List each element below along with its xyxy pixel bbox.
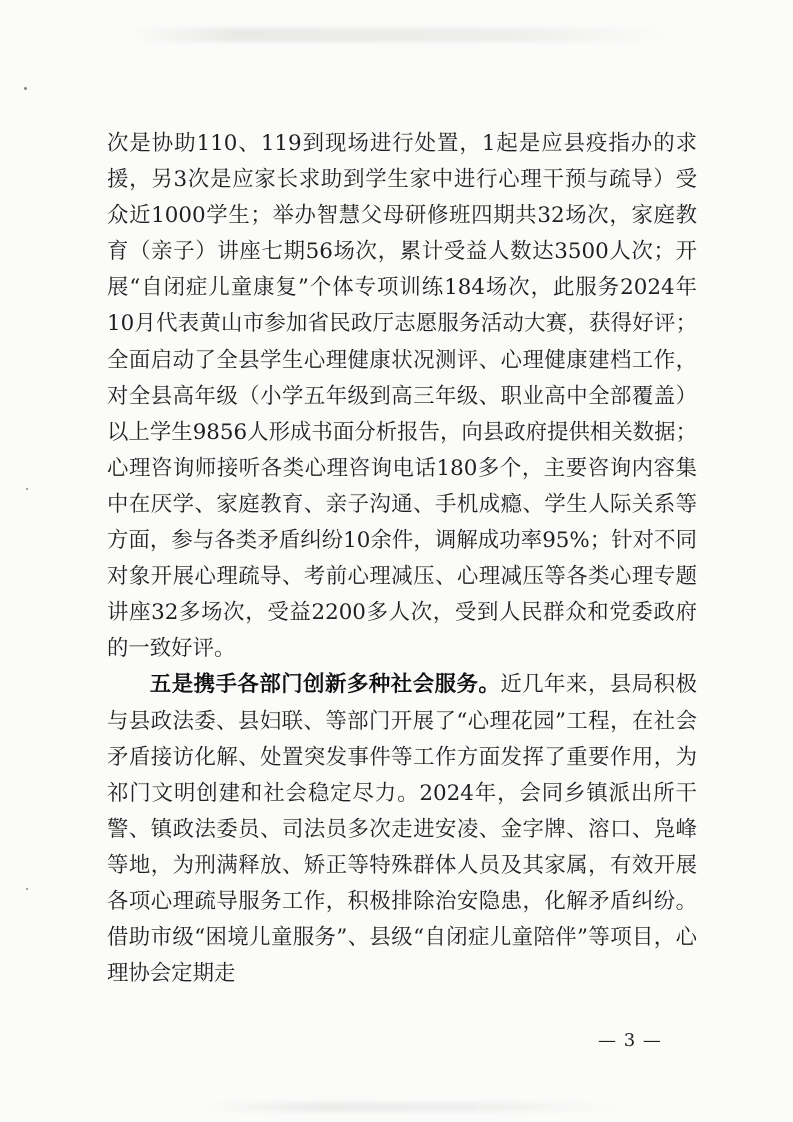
- section-five-text: 近几年来，县局积极与县政法委、县妇联、等部门开展了“心理花园”工程，在社会矛盾接访化解、处置突发事件等工作方面发挥了重要作用，为祁门文明创建和社会稳定尽力。2024年，会同乡镇派出所干警、镇政法委员、司法员多次走进安凌、金字牌、溶口、凫峰等地，为刑满释放、矫正等特殊群体人员及其家属，有效开展各项心理疏导服务工作，积极排除治安隐患，化解矛盾纠纷。借助市级“困境儿童服务”、县级“自闭症儿童陪伴”等项目，心理协会定期走: [107, 672, 697, 987]
- page-number: — 3 —: [598, 1030, 662, 1051]
- paragraph-continuation: 次是协助110、119到现场进行处置，1起是应县疫指办的求援，另3次是应家长求助到学生家中进行心理干预与疏导）受众近1000学生；举办智慧父母研修班四期共32场次，家庭教育（亲子）讲座七期56场次，累计受益人数达3500人次；开展“自闭症儿童康复”个体专项训练184场次，此服务2024年10月代表黄山市参加省民政厅志愿服务活动大赛，获得好评；全面启动了全县学生心理健康状况测评、心理健康建档工作，对全县高年级（小学五年级到高三年级、职业高中全部覆盖）以上学生9856人形成书面分析报告，向县政府提供相关数据；心理咨询师接听各类心理咨询电话180多个，主要咨询内容集中在厌学、家庭教育、亲子沟通、手机成瘾、学生人际关系等方面，参与各类矛盾纠纷10余件，调解成功率95%；针对不同对象开展心理疏导、考前心理减压、心理减压等各类心理专题讲座32多场次，受益2200多人次，受到人民群众和党委政府的一致好评。: [107, 131, 697, 662]
- document-body: [107, 126, 697, 992]
- paragraph-section-five: [107, 667, 697, 992]
- scan-speck: [26, 888, 28, 890]
- scan-shadow-bottom: [200, 1102, 620, 1112]
- scan-speck: [24, 87, 27, 90]
- section-five-heading: 五是携手各部门创新多种社会服务。: [149, 672, 501, 698]
- scan-shadow-top: [130, 28, 670, 42]
- scan-speck: [26, 488, 28, 490]
